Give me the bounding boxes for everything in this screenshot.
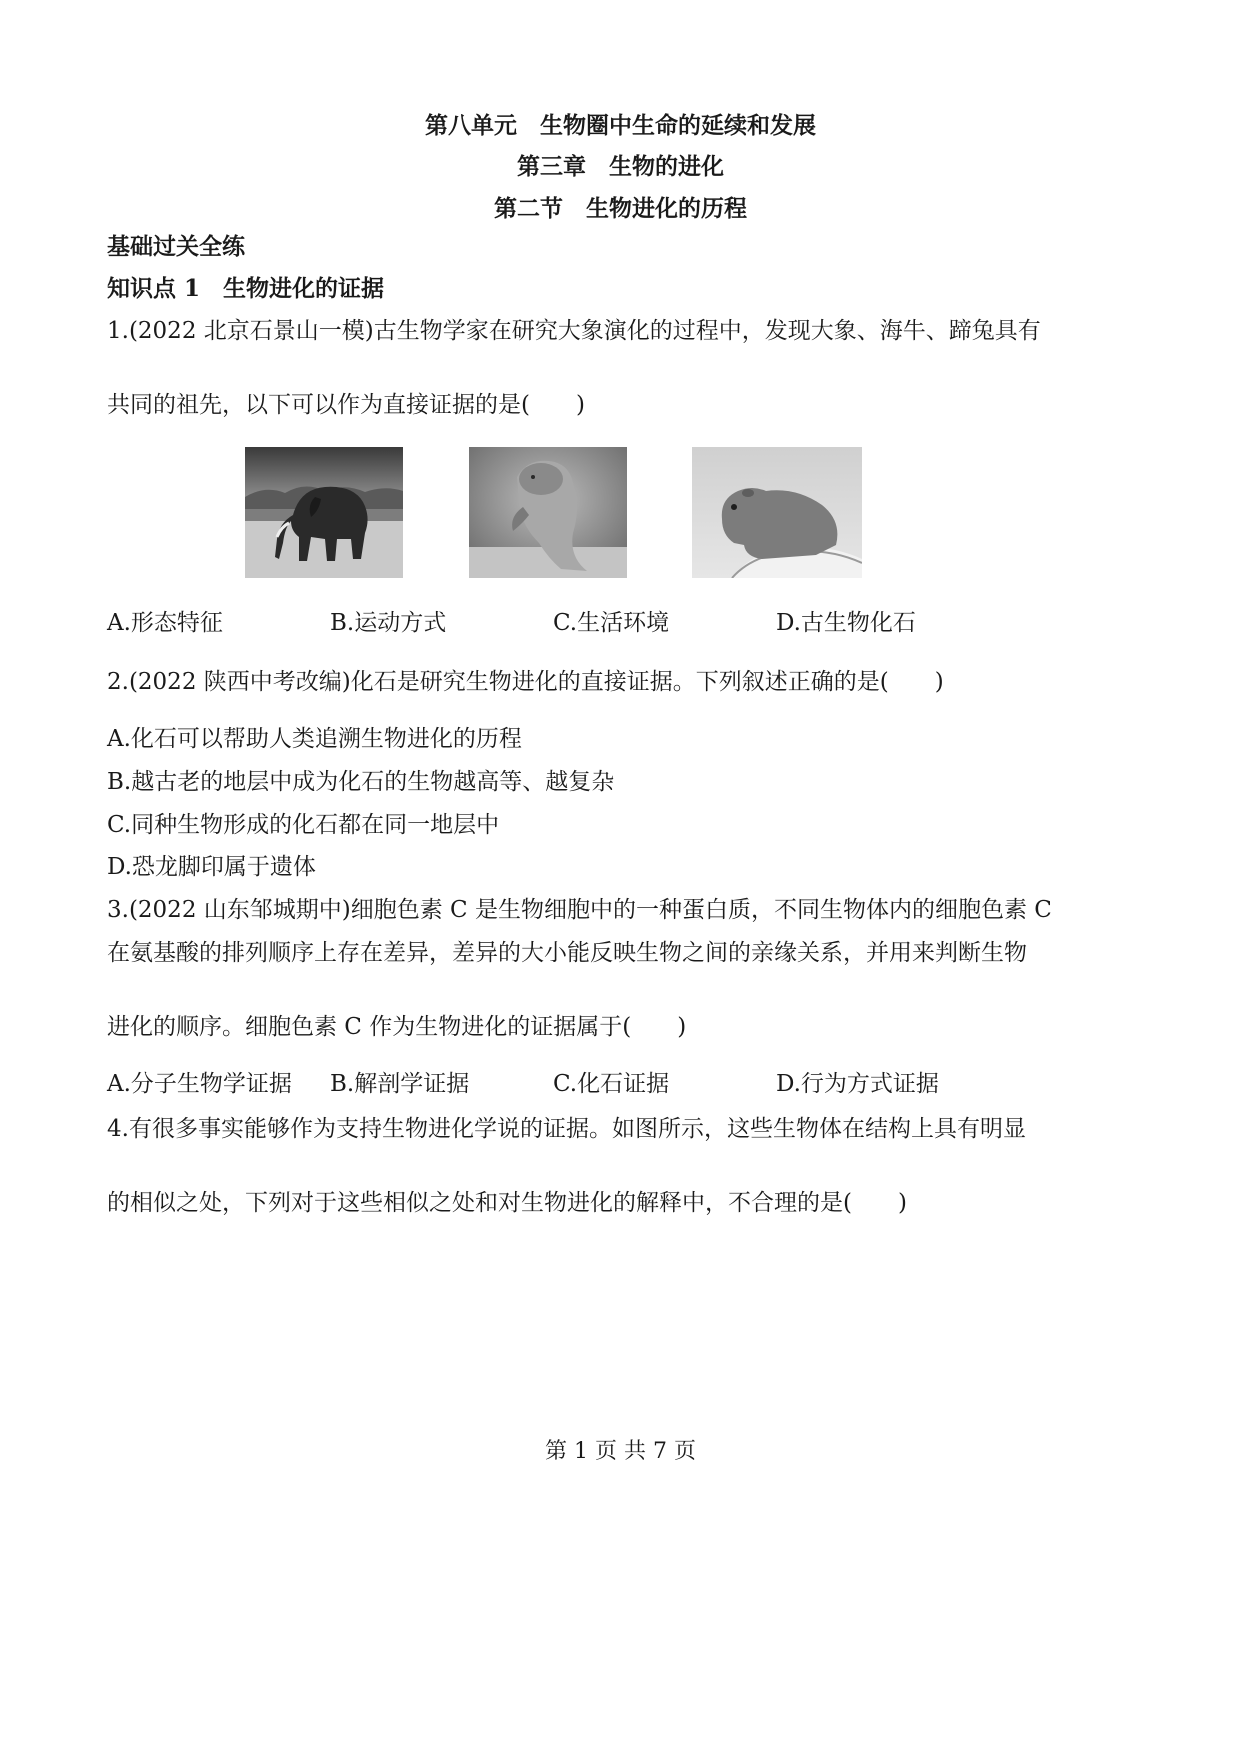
question-1-option-a: A.形态特征 [107, 610, 223, 636]
question-3-option-a: A.分子生物学证据 [107, 1071, 292, 1097]
question-3-option-c: C.化石证据 [553, 1071, 670, 1097]
question-2-text: 2.(2022 陕西中考改编)化石是研究生物进化的直接证据。下列叙述正确的是( ) [107, 669, 944, 695]
unit-title: 第八单元 生物圈中生命的延续和发展 [425, 112, 816, 139]
knowledge-point-heading: 知识点 1 生物进化的证据 [107, 275, 385, 302]
elephant-photo [245, 447, 403, 578]
question-1-option-d: D.古生物化石 [776, 610, 916, 636]
question-4-text-line-1: 4.有很多事实能够作为支持生物进化学说的证据。如图所示，这些生物体在结构上具有明显 [107, 1116, 1026, 1142]
question-1-option-b: B.运动方式 [330, 610, 447, 636]
question-1-text-line-2: 共同的祖先，以下可以作为直接证据的是( ) [107, 392, 585, 418]
manatee-photo [469, 447, 627, 578]
chapter-title: 第三章 生物的进化 [517, 153, 724, 180]
question-3-option-d: D.行为方式证据 [776, 1071, 939, 1097]
page-number-footer: 第 1 页 共 7 页 [545, 1439, 696, 1464]
question-2-option-c: C.同种生物形成的化石都在同一地层中 [107, 812, 500, 838]
section-heading: 基础过关全练 [107, 233, 245, 260]
question-2-option-d: D.恐龙脚印属于遗体 [107, 854, 316, 880]
hyrax-photo [692, 447, 862, 578]
question-3-text-line-2: 在氨基酸的排列顺序上存在差异，差异的大小能反映生物之间的亲缘关系，并用来判断生物 [107, 940, 1027, 966]
question-3-option-b: B.解剖学证据 [330, 1071, 470, 1097]
question-1-text-line-1: 1.(2022 北京石景山一模)古生物学家在研究大象演化的过程中，发现大象、海牛、蹄兔具有 [107, 318, 1041, 344]
question-1-option-c: C.生活环境 [553, 610, 670, 636]
section-title: 第二节 生物进化的历程 [494, 195, 747, 222]
question-3-text-line-1: 3.(2022 山东邹城期中)细胞色素 C 是生物细胞中的一种蛋白质，不同生物体内的细胞色素 C [107, 897, 1052, 923]
question-4-text-line-2: 的相似之处，下列对于这些相似之处和对生物进化的解释中，不合理的是( ) [107, 1190, 907, 1216]
question-2-option-a: A.化石可以帮助人类追溯生物进化的历程 [107, 726, 522, 752]
question-2-option-b: B.越古老的地层中成为化石的生物越高等、越复杂 [107, 769, 615, 795]
question-3-text-line-3: 进化的顺序。细胞色素 C 作为生物进化的证据属于( ) [107, 1014, 687, 1040]
